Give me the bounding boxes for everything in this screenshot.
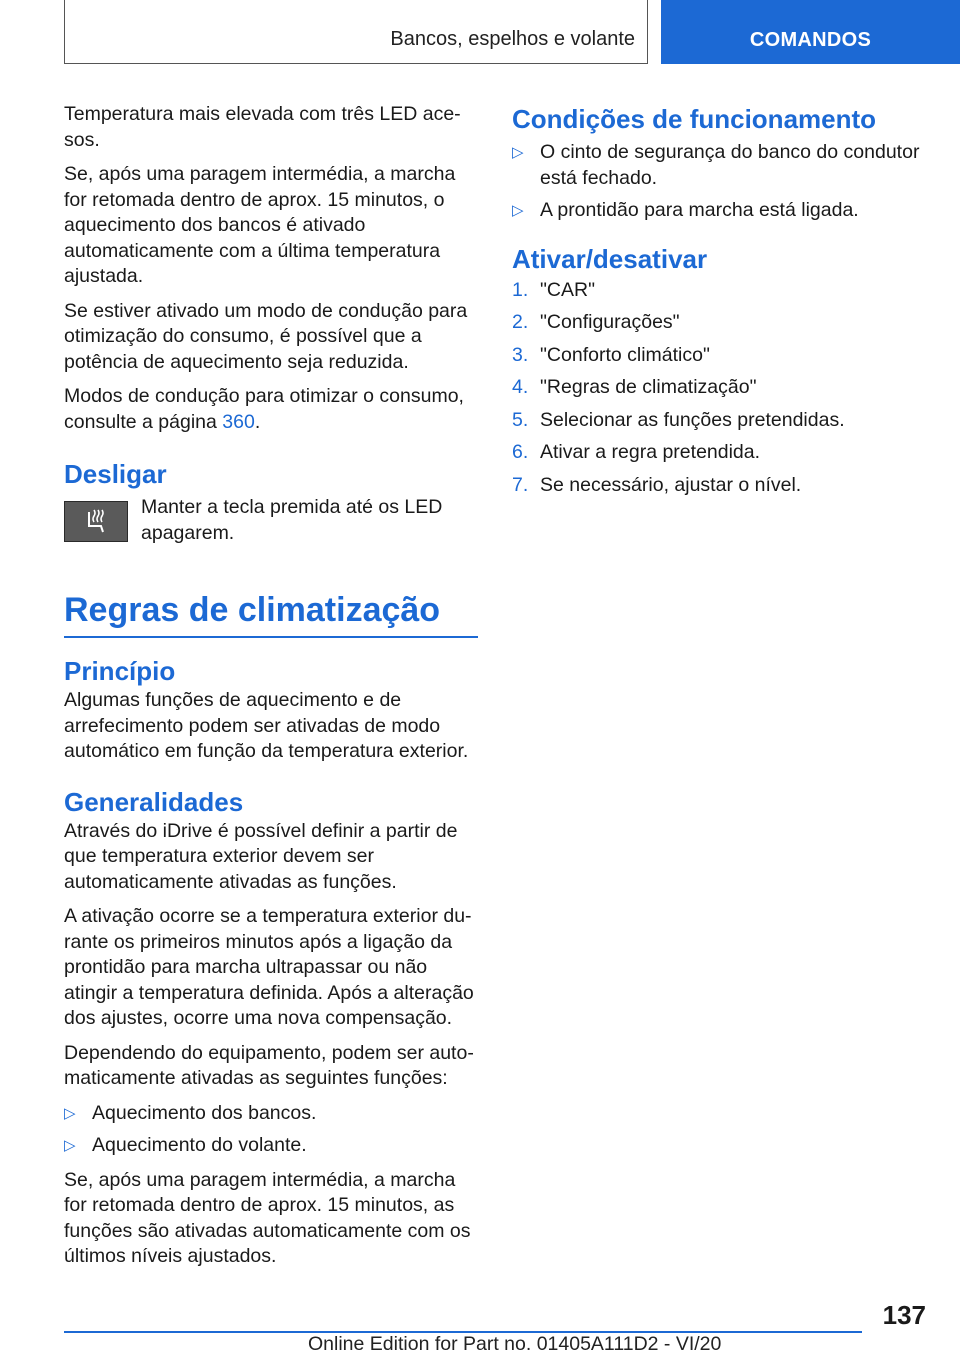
desligar-text: Manter a tecla premida até os LED apagarem. xyxy=(141,496,443,544)
triangle-bullet-icon: ▷ xyxy=(64,1137,76,1154)
step-number: 6. xyxy=(512,441,529,463)
paragraph: Dependendo do equipamento, podem ser automaticamente ativadas as seguintes funções: xyxy=(64,1041,474,1089)
heading-principio: Princípio xyxy=(64,656,176,686)
list-item xyxy=(64,1101,478,1127)
paragraph: Se, após uma paragem intermédia, a marcha for retomada dentro de aprox. 15 minutos, as funções são ativadas automaticamente com os últimos níveis ajustados. xyxy=(64,1168,471,1267)
right-column xyxy=(512,102,922,505)
seat-heating-icon xyxy=(81,508,111,536)
list-item-text: A prontidão para marcha está ligada. xyxy=(540,199,859,221)
list-item-text: Aquecimento do volante. xyxy=(92,1134,307,1156)
paragraph xyxy=(64,384,478,435)
step-item xyxy=(512,473,922,499)
triangle-bullet-icon: ▷ xyxy=(512,202,524,219)
step-text: Ativar a regra pretendida. xyxy=(540,441,761,463)
step-text: "CAR" xyxy=(540,278,596,301)
header-box xyxy=(64,0,648,64)
paragraph-end: . xyxy=(254,410,261,433)
page-number: 137 xyxy=(882,1300,926,1330)
function-list xyxy=(64,1101,478,1159)
steps-list xyxy=(512,278,922,499)
step-item xyxy=(512,310,922,336)
step-item xyxy=(512,440,922,466)
list-item xyxy=(512,198,922,224)
heading-generalidades: Generalidades xyxy=(64,786,244,817)
paragraph: Se, após uma paragem intermédia, a marcha for retomada dentro de aprox. 15 minutos, o aquecimento dos bancos é ativado automaticamente com a última temperatura ajustada. xyxy=(64,163,456,287)
step-number: 1. xyxy=(512,278,529,301)
step-item xyxy=(512,278,922,304)
step-item xyxy=(512,375,922,401)
step-text: Selecionar as funções pretendidas. xyxy=(540,408,845,431)
step-number: 7. xyxy=(512,473,529,496)
step-text: "Regras de climatização" xyxy=(540,376,757,398)
triangle-bullet-icon: ▷ xyxy=(64,1104,76,1122)
step-number: 2. xyxy=(512,311,529,333)
triangle-bullet-icon: ▷ xyxy=(512,144,524,161)
list-item xyxy=(64,1133,478,1159)
paragraph: A ativação ocorre se a temperatura exterior durante os primeiros minutos após a ligação da prontidão para marcha ultrapassar ou não atingir a temperatura definida. Após a alteração dos ajustes, ocorre uma nova compensação. xyxy=(64,905,474,1029)
heading-condicoes: Condições de funcionamento xyxy=(512,104,877,134)
header-chapter-label: COMANDOS xyxy=(749,29,872,51)
conditions-list xyxy=(512,140,922,224)
step-text: Se necessário, ajustar o nível. xyxy=(540,473,802,496)
step-item xyxy=(512,408,922,434)
step-number: 5. xyxy=(512,408,529,431)
heading-ativar-desativar: Ativar/desativar xyxy=(512,243,708,274)
paragraph: Algumas funções de aquecimento e de arrefecimento podem ser ativadas de modo automático em função da temperatura exterior. xyxy=(64,689,469,762)
list-item xyxy=(512,140,922,191)
seat-heating-button-icon xyxy=(64,501,128,542)
paragraph: Se estiver ativado um modo de condução para otimização do consumo, é possível que a potência de aquecimento seja reduzida. xyxy=(64,299,468,373)
page-link-360[interactable]: 360 xyxy=(222,410,255,433)
step-number: 3. xyxy=(512,343,529,366)
paragraph: Temperatura mais elevada com três LED acesos. xyxy=(64,103,461,151)
step-number: 4. xyxy=(512,376,529,398)
desligar-row xyxy=(64,495,478,546)
step-text: "Configurações" xyxy=(540,311,680,333)
section-title: Regras de climatização xyxy=(64,591,441,629)
heading-desligar: Desligar xyxy=(64,459,167,489)
paragraph: Através do iDrive é possível definir a partir de que temperatura exterior devem ser automaticamente ativadas as funções. xyxy=(64,819,458,893)
list-item-text: O cinto de segurança do banco do condutor está fechado. xyxy=(540,141,920,189)
header-section-title: Bancos, espelhos e volante xyxy=(390,28,635,50)
paragraph-text: Modos de condução para otimizar o consumo, consulte a página xyxy=(64,385,464,433)
step-item xyxy=(512,343,922,369)
footer-edition-text: Online Edition for Part no. 01405A111D2 - VI/20 xyxy=(308,1333,722,1355)
header-chapter-tab[interactable] xyxy=(661,0,960,64)
left-column xyxy=(64,102,478,1279)
list-item-text: Aquecimento dos bancos. xyxy=(92,1101,317,1124)
section-title-rule xyxy=(64,636,478,638)
step-text: "Conforto climático" xyxy=(540,343,710,366)
